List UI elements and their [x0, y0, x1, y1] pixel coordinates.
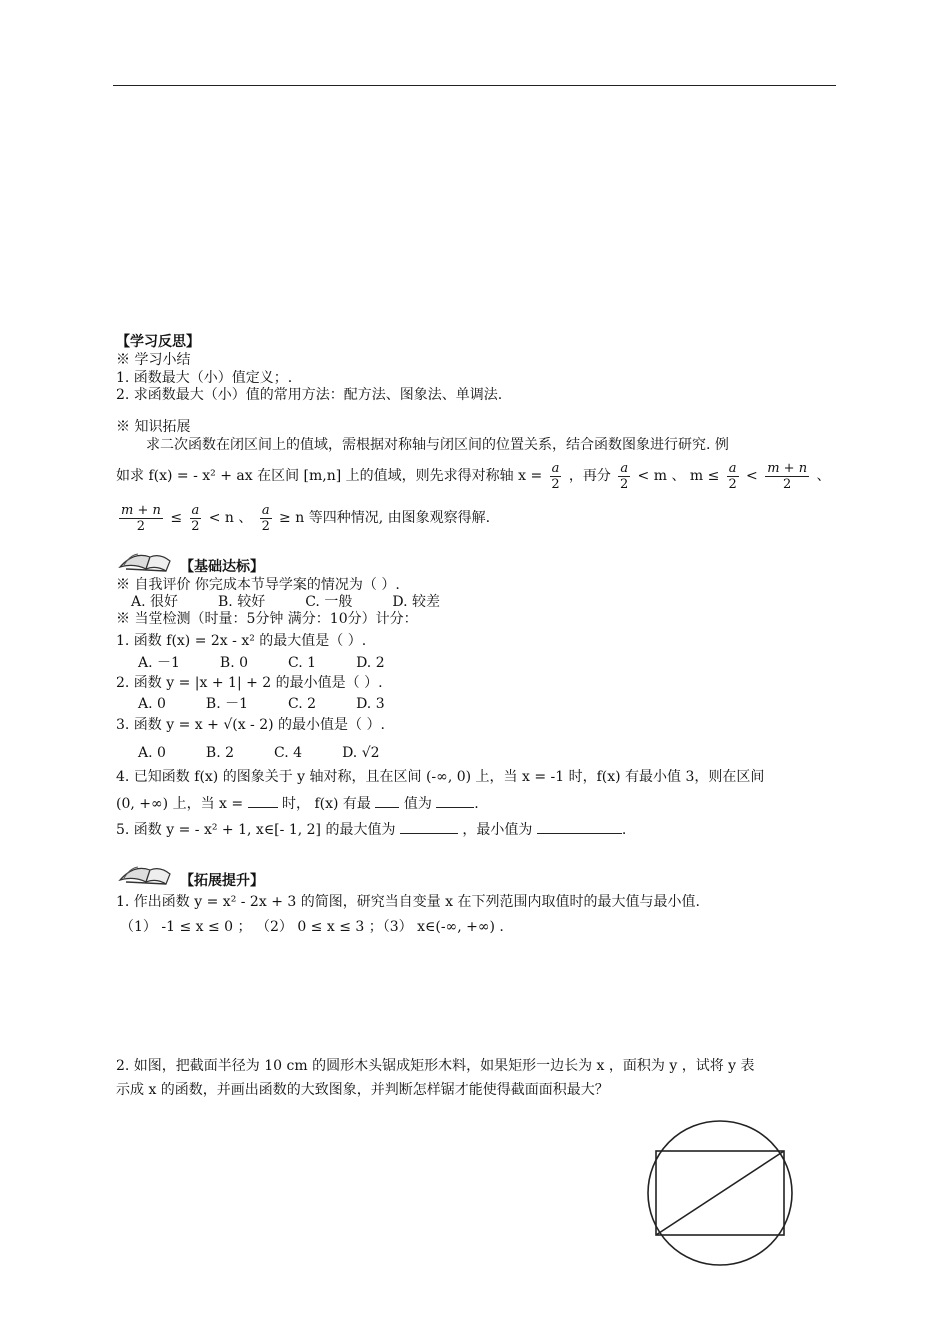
- option-d: D. √2: [342, 745, 380, 761]
- question-3-options: [138, 744, 420, 762]
- extend-title: 【拓展提升】: [180, 873, 264, 889]
- test-title: ※ 当堂检测（时量：5分钟 满分：10分）计分：: [116, 611, 418, 627]
- option-b: B. 2: [205, 745, 235, 761]
- option-d: D. 较差: [392, 594, 440, 610]
- summary-item-1: 1. 函数最大（小）值定义；.: [116, 370, 293, 386]
- ext-p3-c: ≥ n 等四种情况, 由图象观察得解.: [279, 510, 491, 526]
- option-b: B. 0: [219, 655, 249, 671]
- q4-part-a: (0, +∞) 上，当 x =: [116, 796, 244, 812]
- book-icon: [116, 858, 174, 886]
- ext-paragraph-2: [116, 458, 831, 494]
- ext-p2-c: < m 、 m ≤: [637, 468, 720, 484]
- summary-title: ※ 学习小结: [116, 352, 191, 368]
- option-a: A. 很好: [131, 594, 179, 610]
- extend-problem-2-line-1: 2. 如图，把截面半径为 10 cm 的圆形木头锯成矩形木料，如果矩形一边长为 x ，面积为 y ，试将 y 表: [116, 1058, 755, 1074]
- extend-problem-2-line-2: 示成 x 的函数，并画出函数的大致图象，并判断怎样锯才能使得截面面积最大？: [116, 1082, 609, 1098]
- ext-p3-a: ≤: [170, 510, 183, 526]
- q4-part-c: 值为: [403, 796, 432, 812]
- circle-rectangle-figure: [644, 1118, 796, 1268]
- ext-paragraph-1: 求二次函数在闭区间上的值域，需根据对称轴与闭区间的位置关系，结合函数图象进行研究. 例: [146, 437, 729, 453]
- option-c: C. 一般: [305, 594, 353, 610]
- option-a: A. 0: [138, 696, 166, 712]
- question-1: 1. 函数 f(x) = 2x - x² 的最大值是（ ）.: [116, 633, 367, 649]
- frac-mn-2: $\frac{m + n}{2}$: [121, 502, 161, 534]
- option-c: C. 1: [288, 655, 317, 671]
- extend-problem-1-ranges: （1） -1 ≤ x ≤ 0 ； （2） 0 ≤ x ≤ 3 ；（3） x∈(-∞, +∞) .: [120, 919, 504, 935]
- frac-a-2: $\frac{a}{2}$: [261, 502, 270, 534]
- question-1-options: [138, 654, 425, 672]
- option-a: A. 0: [138, 745, 166, 761]
- q5-part-a: 5. 函数 y = - x² + 1, x∈[- 1, 2] 的最大值为: [116, 822, 396, 838]
- ext-p2-a: 如求 f(x) = - x² + ax 在区间 [m,n] 上的值域，则先求得对称轴 x =: [116, 468, 543, 484]
- option-a: A. －1: [138, 655, 180, 671]
- option-c: C. 4: [274, 745, 303, 761]
- question-2-options: [138, 695, 425, 713]
- option-b: B. －1: [205, 696, 249, 712]
- answer-blank[interactable]: [436, 793, 474, 808]
- answer-blank[interactable]: [248, 793, 278, 808]
- option-b: B. 较好: [218, 594, 266, 610]
- question-3: 3. 函数 y = x + √(x - 2) 的最小值是（ ）.: [116, 717, 385, 733]
- option-d: D. 2: [356, 655, 385, 671]
- ext-paragraph-3: [116, 500, 490, 536]
- ext-p2-d: <: [746, 468, 758, 484]
- ext-p3-b: < n 、: [208, 510, 253, 526]
- summary-item-2: 2. 求函数最大（小）值的常用方法：配方法、图象法、单调法.: [116, 387, 503, 403]
- frac-a-2: $\frac{a}{2}$: [191, 502, 200, 534]
- reflect-title: 【学习反思】: [116, 334, 200, 350]
- ext-p2-e: 、: [816, 468, 831, 484]
- option-c: C. 2: [288, 696, 317, 712]
- answer-blank[interactable]: [375, 793, 399, 808]
- option-d: D. 3: [356, 696, 385, 712]
- question-2: 2. 函数 y = |x + 1| + 2 的最小值是（ ）.: [116, 675, 383, 691]
- question-4-line-1: 4. 已知函数 f(x) 的图象关于 y 轴对称，且在区间 (-∞, 0) 上，当 x = -1 时，f(x) 有最小值 3，则在区间: [116, 769, 765, 785]
- question-4-line-2: (0, +∞) 上，当 x = 时， f(x) 有最 值为 .: [116, 793, 479, 813]
- extend-problem-1: 1. 作出函数 y = x² - 2x + 3 的简图，研究当自变量 x 在下列范围内取值时的最大值与最小值.: [116, 894, 700, 910]
- book-icon: [116, 545, 174, 573]
- header-rule: [113, 85, 836, 86]
- ext-title: ※ 知识拓展: [116, 419, 191, 435]
- frac-a-2: $\frac{a}{2}$: [551, 460, 560, 492]
- frac-a-2: $\frac{a}{2}$: [620, 460, 629, 492]
- answer-blank[interactable]: [400, 819, 458, 834]
- ext-p2-b: ，再分: [568, 468, 611, 484]
- question-5: 5. 函数 y = - x² + 1, x∈[- 1, 2] 的最大值为 ，最小值为 .: [116, 819, 626, 839]
- frac-mn-2: $\frac{m + n}{2}$: [767, 460, 808, 492]
- self-eval: ※ 自我评价 你完成本节导学案的情况为（ ）.: [116, 577, 400, 593]
- q4-part-b: 时， f(x) 有最: [282, 796, 371, 812]
- basic-title: 【基础达标】: [180, 559, 264, 575]
- frac-a-2: $\frac{a}{2}$: [728, 460, 737, 492]
- answer-blank[interactable]: [537, 819, 622, 834]
- self-eval-options: [131, 593, 480, 611]
- rectangle-diagonal: [656, 1151, 784, 1235]
- q5-part-b: ，最小值为: [462, 822, 533, 838]
